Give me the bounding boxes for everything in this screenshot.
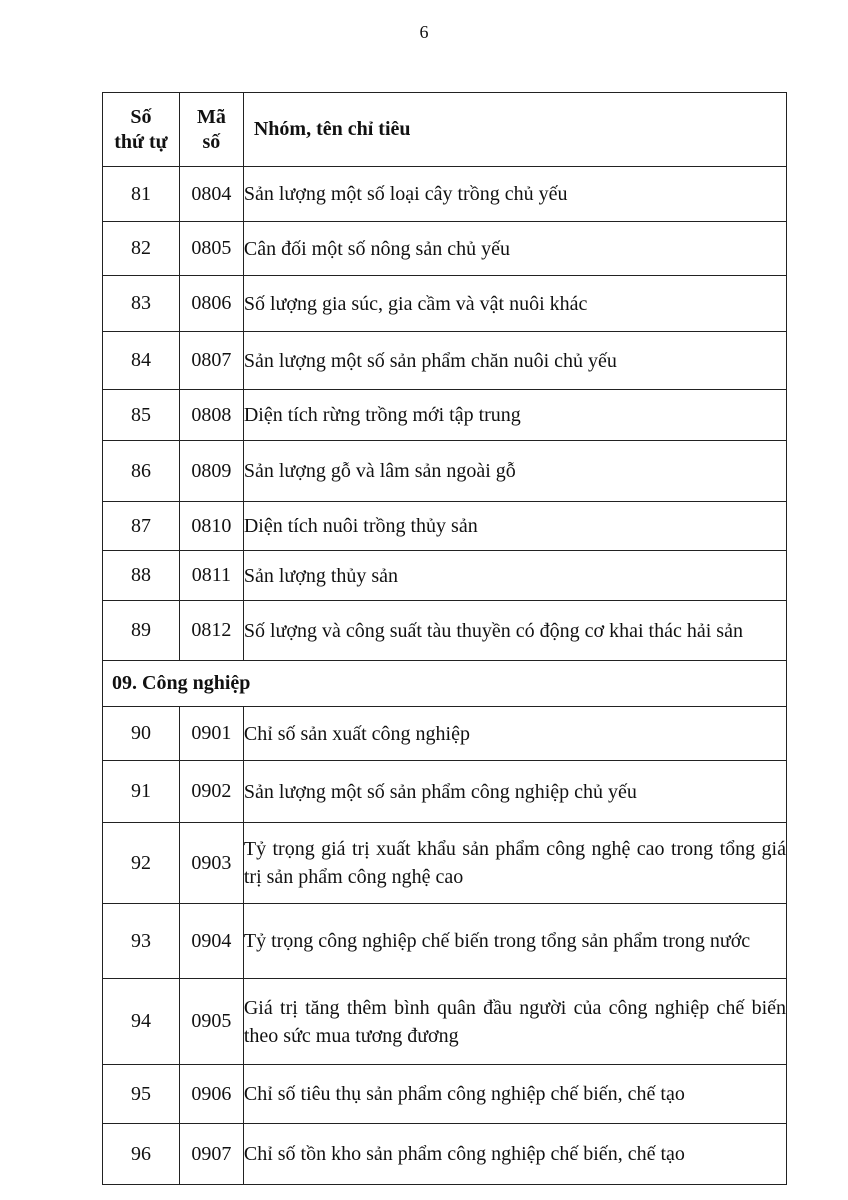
- row-code-cell: 0903: [179, 823, 243, 904]
- table-body: [103, 167, 787, 1185]
- row-code-cell: 0905: [179, 979, 243, 1065]
- row-code-cell: 0807: [179, 332, 243, 390]
- row-code-cell: 0907: [179, 1124, 243, 1185]
- table-row: [103, 904, 787, 979]
- header-order-line-1: Số: [130, 105, 152, 128]
- row-number-cell: 92: [103, 823, 180, 904]
- table-row: [103, 707, 787, 761]
- row-code-cell: 0809: [179, 441, 243, 502]
- indicator-table: [102, 92, 787, 1185]
- row-number-cell: 95: [103, 1065, 180, 1124]
- row-number-cell: 85: [103, 390, 180, 441]
- row-name-cell: Diện tích rừng trồng mới tập trung: [243, 390, 786, 441]
- row-code-cell: 0810: [179, 502, 243, 551]
- row-name-cell: Sản lượng một số loại cây trồng chủ yếu: [243, 167, 786, 222]
- header-code-line-1: Mã: [196, 105, 226, 128]
- row-name-cell: Chỉ số sản xuất công nghiệp: [243, 707, 786, 761]
- row-name-cell: Số lượng và công suất tàu thuyền có động cơ khai thác hải sản: [243, 601, 786, 661]
- table-header-row: [103, 93, 787, 167]
- table-row: [103, 601, 787, 661]
- table-row: [103, 761, 787, 823]
- row-code-cell: 0906: [179, 1065, 243, 1124]
- header-code-line-2: số: [202, 130, 221, 153]
- table-row: [103, 1065, 787, 1124]
- section-row: [103, 661, 787, 707]
- row-number-cell: 93: [103, 904, 180, 979]
- header-name: Nhóm, tên chỉ tiêu: [243, 93, 786, 167]
- header-order-line-2: thứ tự: [114, 130, 168, 153]
- row-number-cell: 82: [103, 222, 180, 276]
- table-row: [103, 222, 787, 276]
- row-number-cell: 83: [103, 276, 180, 332]
- row-name-cell: Chỉ số tồn kho sản phẩm công nghiệp chế biến, chế tạo: [243, 1124, 786, 1185]
- row-name-cell: Tỷ trọng giá trị xuất khẩu sản phẩm công nghệ cao trong tổng giá trị sản phẩm công nghệ cao: [243, 823, 786, 904]
- table-row: [103, 167, 787, 222]
- row-name-cell: Sản lượng thủy sản: [243, 551, 786, 601]
- row-name-cell: Giá trị tăng thêm bình quân đầu người của công nghiệp chế biến theo sức mua tương đương: [243, 979, 786, 1065]
- row-name-cell: Diện tích nuôi trồng thủy sản: [243, 502, 786, 551]
- row-code-cell: 0901: [179, 707, 243, 761]
- row-number-cell: 84: [103, 332, 180, 390]
- row-number-cell: 88: [103, 551, 180, 601]
- row-number-cell: 90: [103, 707, 180, 761]
- row-number-cell: 87: [103, 502, 180, 551]
- row-code-cell: 0902: [179, 761, 243, 823]
- row-number-cell: 89: [103, 601, 180, 661]
- header-order: [103, 93, 180, 167]
- table-row: [103, 979, 787, 1065]
- row-name-cell: Tỷ trọng công nghiệp chế biến trong tổng sản phẩm trong nước: [243, 904, 786, 979]
- section-title: 09. Công nghiệp: [103, 661, 787, 707]
- table-row: [103, 441, 787, 502]
- table-row: [103, 1124, 787, 1185]
- row-name-cell: Cân đối một số nông sản chủ yếu: [243, 222, 786, 276]
- row-number-cell: 96: [103, 1124, 180, 1185]
- row-code-cell: 0808: [179, 390, 243, 441]
- row-name-cell: Số lượng gia súc, gia cầm và vật nuôi khác: [243, 276, 786, 332]
- row-code-cell: 0812: [179, 601, 243, 661]
- row-code-cell: 0805: [179, 222, 243, 276]
- row-number-cell: 86: [103, 441, 180, 502]
- row-code-cell: 0804: [179, 167, 243, 222]
- table-row: [103, 823, 787, 904]
- row-name-cell: Sản lượng một số sản phẩm công nghiệp chủ yếu: [243, 761, 786, 823]
- row-code-cell: 0811: [179, 551, 243, 601]
- row-number-cell: 91: [103, 761, 180, 823]
- table-row: [103, 276, 787, 332]
- row-name-cell: Chỉ số tiêu thụ sản phẩm công nghiệp chế biến, chế tạo: [243, 1065, 786, 1124]
- table-row: [103, 390, 787, 441]
- row-code-cell: 0806: [179, 276, 243, 332]
- row-name-cell: Sản lượng gỗ và lâm sản ngoài gỗ: [243, 441, 786, 502]
- table-row: [103, 551, 787, 601]
- row-code-cell: 0904: [179, 904, 243, 979]
- header-code: [179, 93, 243, 167]
- page-number: 6: [419, 22, 429, 42]
- row-number-cell: 94: [103, 979, 180, 1065]
- table-row: [103, 332, 787, 390]
- table-row: [103, 502, 787, 551]
- row-name-cell: Sản lượng một số sản phẩm chăn nuôi chủ yếu: [243, 332, 786, 390]
- row-number-cell: 81: [103, 167, 180, 222]
